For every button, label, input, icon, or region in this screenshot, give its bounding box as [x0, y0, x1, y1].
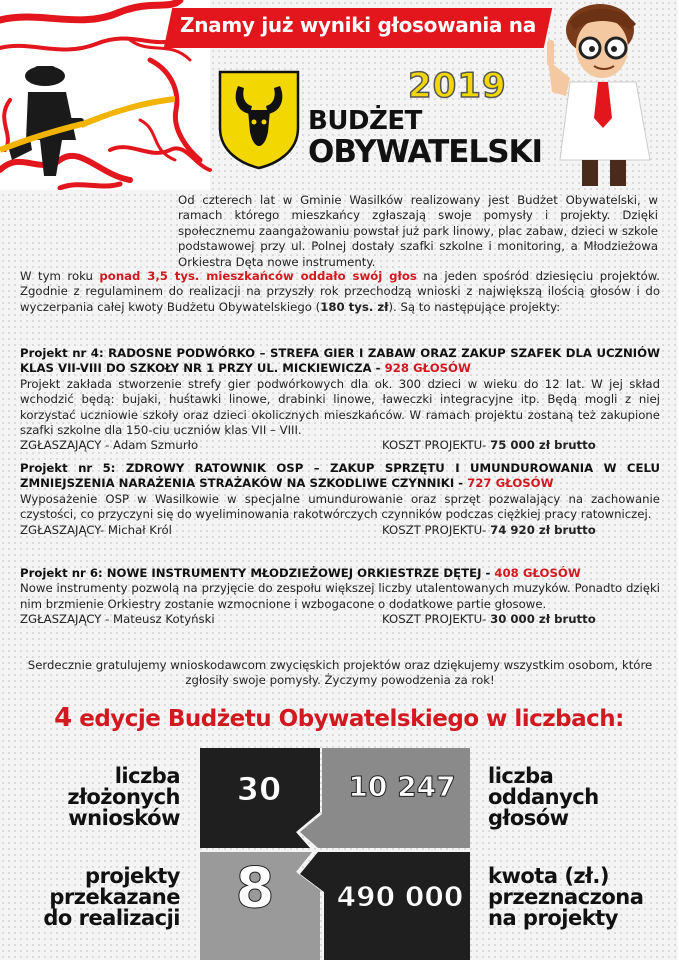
label-line: głosów — [488, 806, 569, 830]
project-footer — [20, 523, 660, 538]
brand-line2: OBYWATELSKI — [308, 134, 543, 170]
project-votes: 928 GŁOSÓW — [384, 361, 471, 376]
project-footer — [20, 612, 660, 627]
label-line: wniosków — [68, 806, 180, 830]
project-cost-row — [382, 438, 596, 453]
label-line: przekazane — [49, 885, 180, 909]
stat-value-applications: 30 — [236, 770, 282, 808]
project-votes: 727 GŁOSÓW — [467, 476, 554, 491]
project-title: Projekt nr 6: NOWE INSTRUMENTY MŁODZIEŻOWEJ ORKIESTRZE DĘTEJ - — [20, 566, 495, 580]
project-title: Projekt nr 5: ZDROWY RATOWNIK OSP – ZAKUP SPRZĘTU I UMUNDUROWANIA W CELU ZMNIEJSZENIA NARAŻENIA STRAŻAKÓW NA SZKODLIWE CZYNNIKI - — [20, 461, 660, 491]
project-cost-row — [382, 612, 596, 627]
label-line: projekty — [85, 864, 180, 888]
project-description: Wyposażenie OSP w Wasilkowie w specjalne umundurowanie oraz sprzęt pozwalający na zachowanie czystości, co przyczyni się do wyeliminowania rakotwórczych czynników podczas ciężkiej pracy ratowniczej. — [20, 491, 660, 522]
stat-value-amount: 490 000 — [336, 880, 464, 913]
project-heading — [20, 566, 660, 581]
project-footer — [20, 438, 660, 453]
stat-label-applications — [30, 766, 180, 829]
stats-title — [0, 703, 678, 733]
project-6 — [20, 566, 660, 628]
title-banner-text: Znamy już wyniki głosowania na — [180, 13, 536, 37]
coat-of-arms-logo — [218, 70, 300, 170]
summary-amount: 180 tys. zł — [320, 299, 389, 314]
project-description: Nowe instrumenty pozwolą na przyjęcie do zespołu większej liczby utalentowanych muzyków. Ponadto dzięki nim brzmienie Orkiestry zostanie wzmocnione i wzbogacone o dodatkowe partie głosowe. — [20, 581, 660, 611]
summary-post: ). Są to następujące projekty: — [388, 299, 561, 314]
project-4 — [20, 346, 660, 454]
cost-label: KOSZT PROJEKTU- — [382, 522, 491, 537]
summary-paragraph — [20, 269, 660, 315]
project-title: Projekt nr 4: RADOSNE PODWÓRKO – STREFA GIER I ZABAW ORAZ ZAKUP SZAFEK DLA UCZNIÓW KLAS VII-VIII DO SZKOŁY NR 1 PRZY UL. MICKIEWICZA - — [20, 346, 660, 376]
stat-label-projects — [20, 866, 180, 929]
project-heading — [20, 461, 660, 492]
stat-label-votes — [488, 766, 658, 829]
label-line: liczba — [114, 764, 180, 788]
stat-value-projects: 8 — [235, 856, 275, 921]
cartoon-man-illustration — [547, 4, 650, 186]
summary-pre: W tym roku — [20, 269, 100, 283]
project-5 — [20, 461, 660, 538]
label-line: na projekty — [488, 906, 618, 930]
project-cost: 75 000 zł brutto — [490, 438, 596, 453]
project-description: Projekt zakłada stworzenie strefy gier podwórkowych dla ok. 300 dzieci w wieku do 12 lat. W jej skład wchodzić będą: bujaki, huśtawki linowe, drabinki linowe, ławeczki integracyjne itp. Będą mogli z niej korzystać uczniowie szkoły oraz dzieci okolicznych mieszkańców. W ramach projektu zostaną też zakupione szafki szkolne dla 150-ciu uczniów klas VII – VIII. — [20, 376, 660, 438]
summary-highlight: ponad 3,5 tys. mieszkańców oddało swój głos — [99, 269, 417, 283]
summary-mid: na jeden spośród dziesięciu projektów. Zgodnie z regulaminem do realizacji na przyszły rok przechodzą wnioski z największą ilością głosów i do wyczerpania całej kwoty Budżetu Obywatelskiego ( — [20, 269, 660, 314]
project-author: ZGŁASZAJĄCY - Mateusz Kotyński — [20, 612, 215, 627]
project-author: ZGŁASZAJĄCY - Adam Szmurło — [20, 438, 199, 453]
stat-value-votes: 10 247 — [348, 770, 456, 803]
brand-line1: BUDŻET — [308, 106, 422, 136]
label-line: oddanych — [488, 785, 599, 809]
project-author: ZGŁASZAJĄCY- Michał Król — [20, 522, 172, 537]
label-line: liczba — [488, 764, 554, 788]
project-cost-row — [382, 523, 596, 538]
label-line: złożonych — [67, 785, 180, 809]
intro-paragraph: Od czterech lat w Gminie Wasilków realizowany jest Budżet Obywatelski, w ramach którego mieszkańcy zgłaszają swoje pomysły i projekty. Dzięki społecznemu zaangażowaniu powstał już park linowy, plac zabaw, dzieci w szkole podstawowej przy ul. Polnej dostały szafki szkolne i monitoring, a Młodzieżowa Orkiestra Dęta nowe instrumenty. — [178, 193, 658, 269]
stats-title-number: 4 — [54, 703, 72, 733]
cost-label: KOSZT PROJEKTU- — [382, 612, 491, 627]
cost-label: KOSZT PROJEKTU- — [382, 438, 491, 453]
header — [0, 0, 678, 190]
project-cost: 30 000 zł brutto — [490, 612, 596, 627]
congratulations-text: Serdecznie gratulujemy wnioskodawcom zwycięskich projektów oraz dziękujemy wszystkim osobom, które zgłosiły swoje pomysły. Życzymy powodzenia za rok! — [27, 658, 653, 688]
label-line: kwota (zł.) — [488, 864, 610, 888]
year-label: 2019 — [408, 66, 507, 106]
project-heading — [20, 346, 660, 377]
stat-label-amount — [488, 866, 668, 929]
project-votes: 408 GŁOSÓW — [494, 566, 581, 580]
stats-title-text: edycje Budżetu Obywatelskiego w liczbach: — [71, 706, 624, 732]
project-cost: 74 920 zł brutto — [490, 522, 596, 537]
label-line: do realizacji — [43, 906, 180, 930]
label-line: przeznaczona — [488, 885, 644, 909]
